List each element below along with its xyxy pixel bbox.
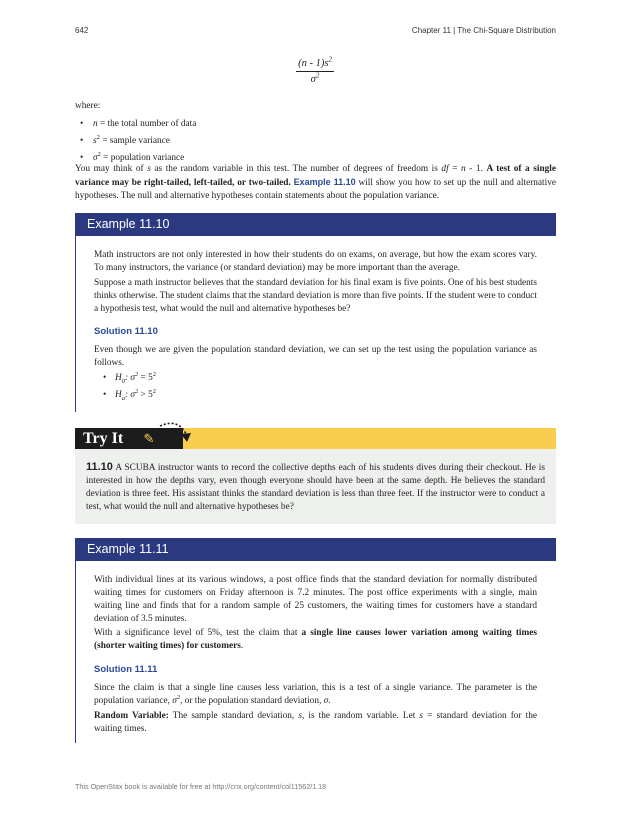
example-11-10-rule	[75, 236, 76, 412]
footer-note: This OpenStax book is available for free at http://cnx.org/content/col11562/1.18	[75, 782, 327, 791]
example-11-11-paragraph-1: With individual lines at its various windows, a post office finds that the standard deviation for normally distributed waiting times for customers on Friday afternoon is 7.2 minutes. The post office experiments with a single, main waiting line and finds that for a random sample of 25 customers, the waiting times for customers have a standard deviation of 3.5 minutes.	[94, 575, 537, 624]
pencil-icon: ✎	[143, 431, 155, 446]
alternative-hypothesis: • $H_a$: $\sigma^2 > 5^2$	[103, 387, 156, 404]
example-11-10-paragraph-1: Math instructors are not only interested in how their students do on exams, on average, but how the exam scores vary. To many instructors, the variance (or standard deviation) may be more important than the average.	[94, 250, 537, 273]
solution-11-10-title: Solution 11.10	[94, 326, 158, 337]
page-number: 642	[75, 26, 89, 35]
solution-11-11-title: Solution 11.11	[94, 664, 158, 675]
dotted-arrow-icon	[158, 420, 194, 448]
try-it-label: Try It	[75, 428, 183, 449]
list-item: • n = the total number of data	[80, 116, 196, 133]
example-11-10-header: Example 11.10	[75, 213, 556, 236]
formula-denominator: $\sigma^2$	[310, 71, 320, 85]
chapter-header: Chapter 11 | The Chi-Square Distribution	[411, 26, 556, 35]
example-11-10-link[interactable]: Example 11.10	[293, 177, 356, 187]
try-it-text: 11.10 A SCUBA instructor wants to record the collective depths each of his students dives during their checkout. He is interested in how the depths vary, even though everyone should have been at the same depth. He believes the standard deviation is three feet. His assistant thinks the standard deviation is less than three feet. If the instructor were to conduct a test, what would the null and alternative hypotheses be?	[86, 461, 545, 512]
intro-paragraph: You may think of s as the random variable in this test. The number of degrees of freedom is df = n - 1. A test of a single variance may be right-tailed, left-tailed, or two-tailed. Example 11.10 will show you how to set up the null and alternative hypotheses. The null and alternative hypotheses contain statements about the population variance.	[75, 164, 557, 201]
formula-numerator: $(n - 1)s^2$	[296, 58, 334, 72]
example-11-11-paragraph-2: With a significance level of 5%, test the claim that a single line causes lower variation among waiting times (shorter waiting times) for customers.	[94, 628, 537, 651]
solution-11-10-text: Even though we are given the population standard deviation, we can set up the test using the population variance as follows.	[94, 345, 537, 368]
where-label: where:	[75, 101, 101, 111]
variable-list	[80, 116, 196, 167]
random-variable-text: Random Variable: The sample standard deviation, s, is the random variable. Let s = standard deviation for the waiting times.	[94, 711, 537, 734]
example-11-10-paragraph-2: Suppose a math instructor believes that the standard deviation for his final exam is five points. One of his best students thinks otherwise. The student claims that the standard deviation is more than five points. If the student were to conduct a hypothesis test, what would the null and alternative hypotheses be?	[94, 278, 537, 314]
test-statistic-formula	[0, 55, 630, 85]
list-item: • $\sigma^2$ = population variance	[80, 150, 196, 167]
solution-11-11-text: Since the claim is that a single line causes less variation, this is a test of a single variance. The parameter is the population variance, $\sigma^2$, or the population standard deviation, σ.	[94, 683, 537, 706]
list-item: • $s^2$ = sample variance	[80, 133, 196, 150]
null-hypothesis: • $H_0$: $\sigma^2 = 5^2$	[103, 370, 156, 387]
example-11-11-rule	[75, 561, 76, 743]
example-11-11-header: Example 11.11	[75, 538, 556, 561]
hypothesis-list	[103, 370, 156, 404]
